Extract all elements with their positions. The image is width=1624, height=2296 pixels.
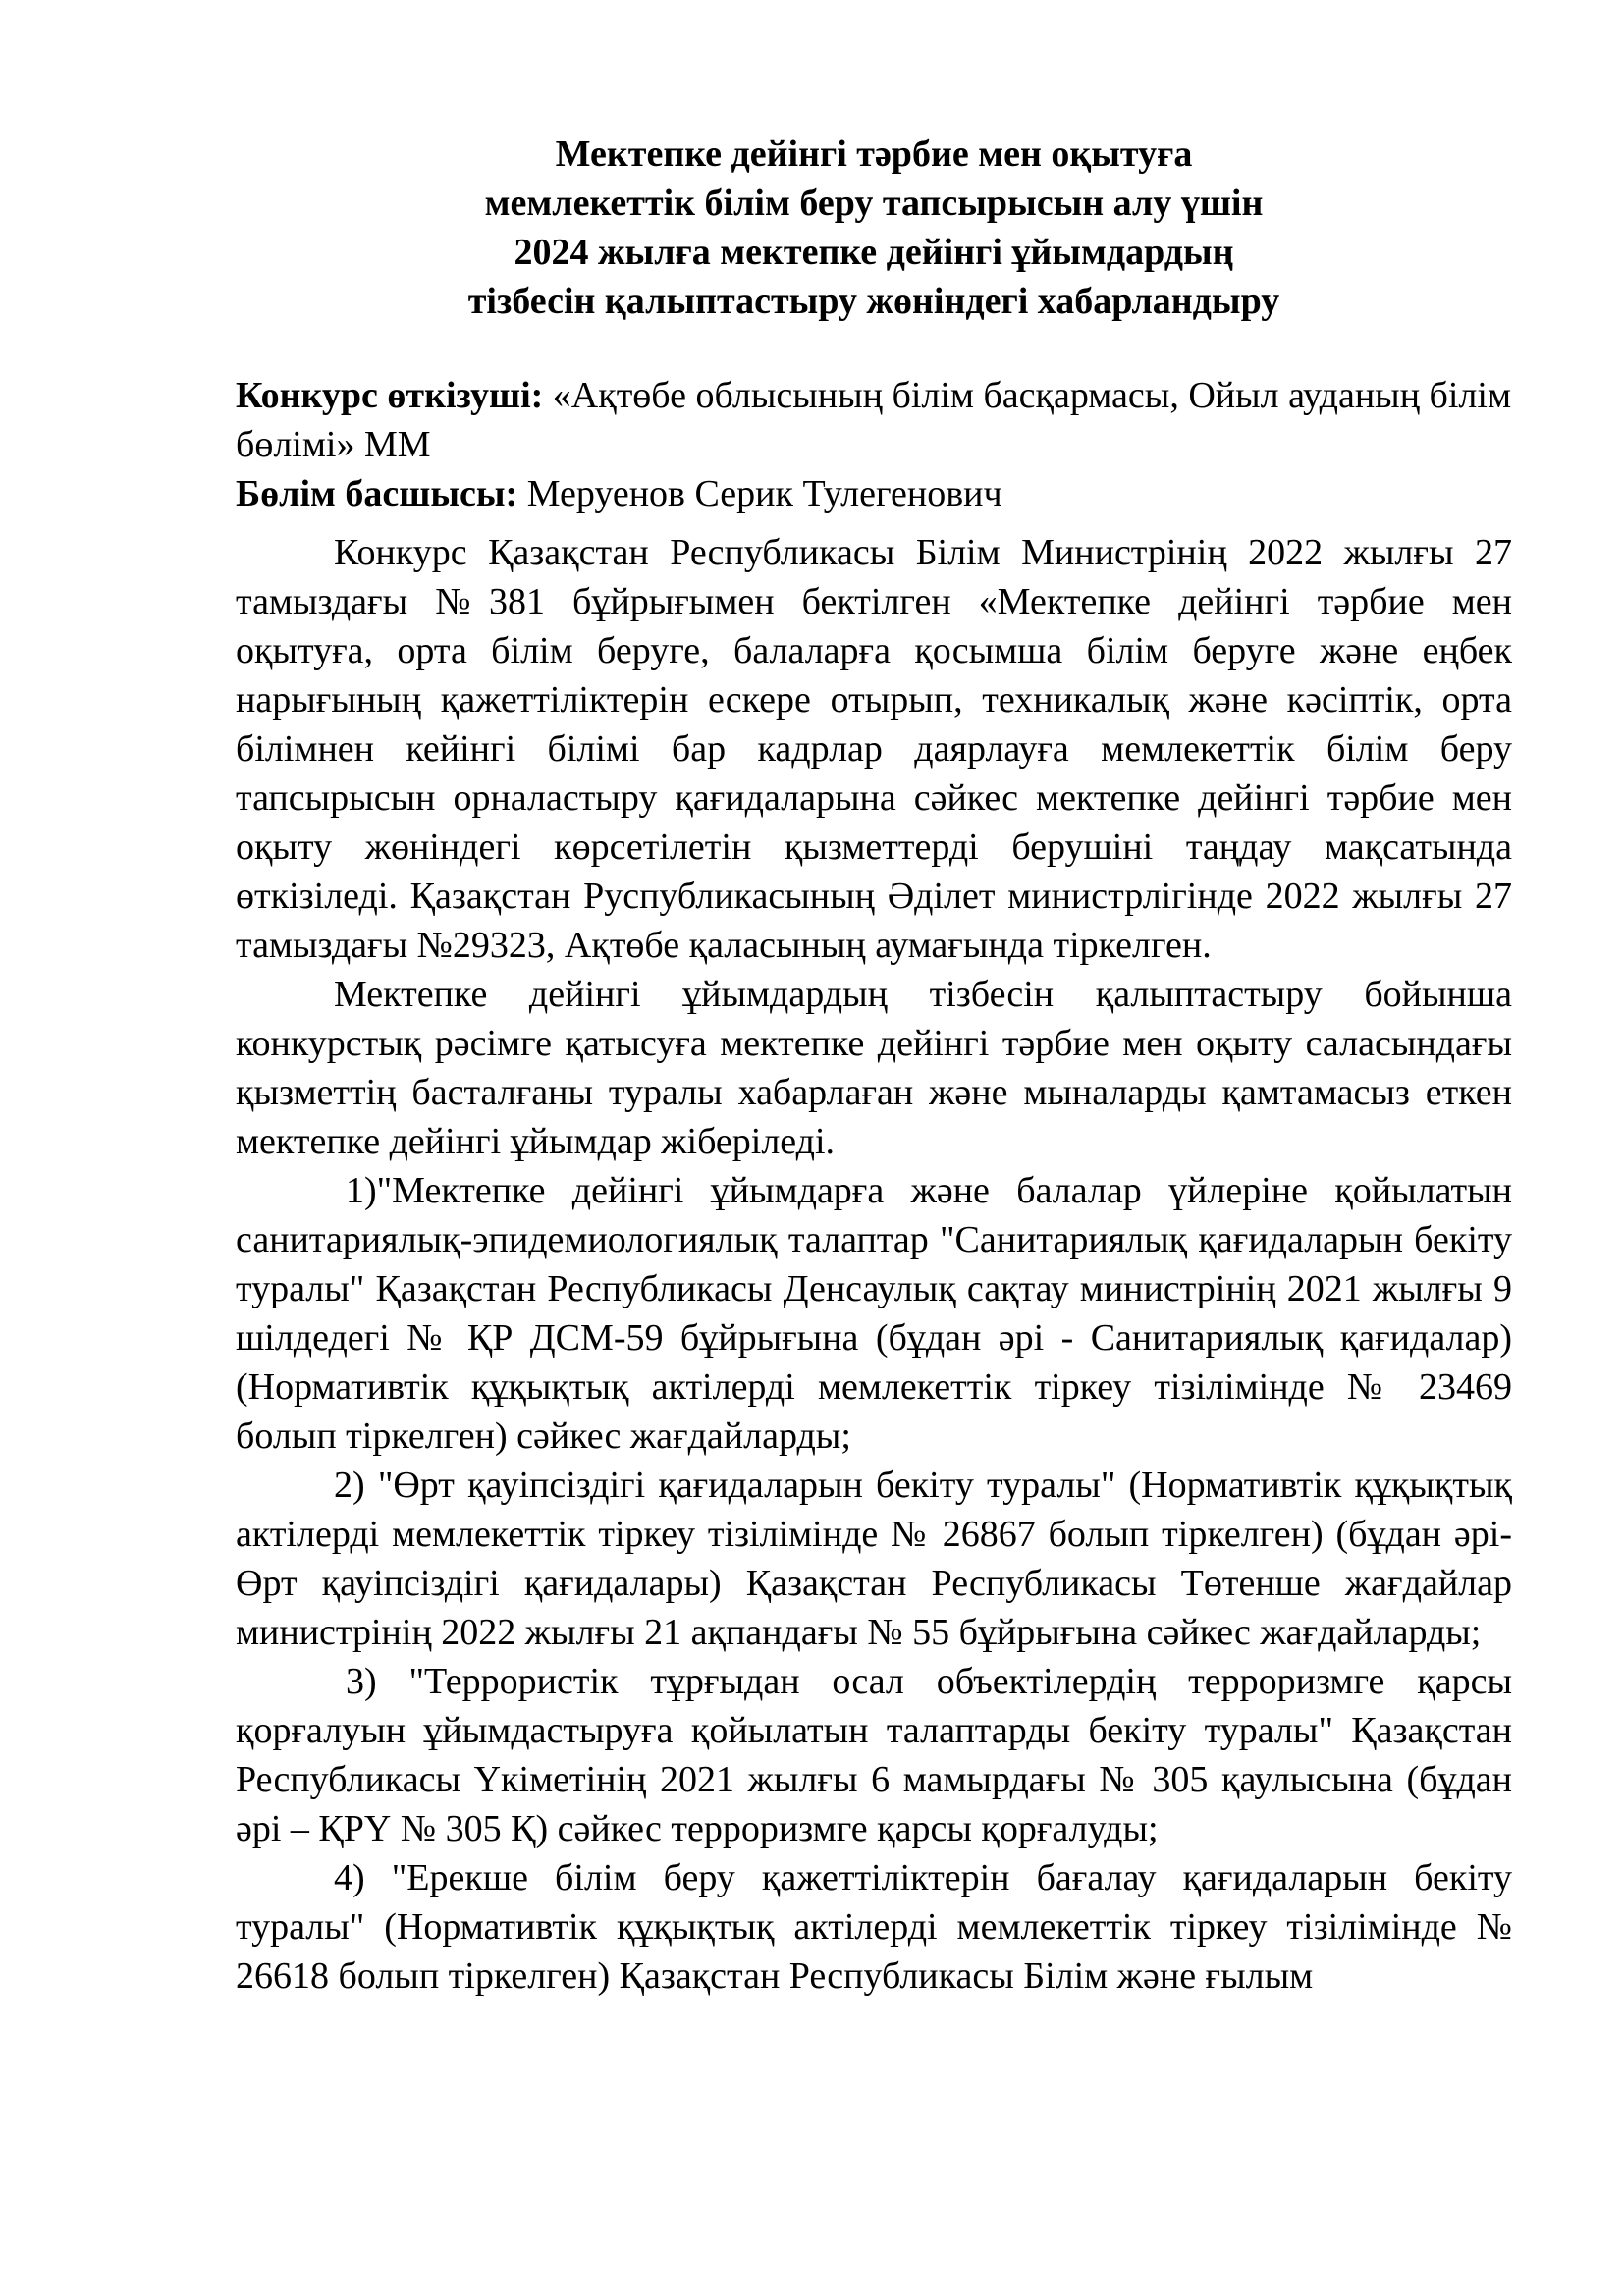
body-paragraph: 4) "Ерекше білім беру қажеттіліктерін бағалау қағидаларын бекіту туралы" (Нормативтік құқықтық актілерді мемлекеттік тіркеу тізілімінде № 26618 болып тіркелген) Қазақстан Республикасы Білім және ғылым <box>236 1857 1512 1997</box>
title-line: тізбесін қалыптастыру жөніндегі хабарландыру <box>467 281 1280 322</box>
document-body <box>236 528 1512 2001</box>
body-paragraph: Конкурс Қазақстан Республикасы Білім Министрінің 2022 жылғы 27 тамыздағы №381 бұйрығымен бектілген «Мектепке дейінгі тәрбие мен оқытуға, орта білім беруге, балаларға қосымша білім беруге және еңбек нарығының қажеттіліктерін ескере отырып, техникалық және кәсіптік, орта білімнен кейінгі білімі бар кадрлар даярлауға мемлекеттік білім беру тапсырысын орналастыру қағидаларына сәйкес мектепке дейінгі тәрбие мен оқыту жөніндегі көрсетілетін қызметтерді берушіні таңдау мақсатында өткізіледі. Қазақстан Руспубликасының Әділет министрлігінде 2022 жылғы 27 тамыздағы №29323, Ақтөбе қаласының аумағында тіркелген. <box>236 532 1512 966</box>
organizer-label: Конкурс өткізуші: <box>236 375 544 416</box>
body-paragraph: 1)"Мектепке дейінгі ұйымдарға және балалар үйлеріне қойылатын санитариялық-эпидемиологиялық талаптар "Санитариялық қағидаларын бекіту туралы" Қазақстан Республикасы Денсаулық сақтау министрінің 2021 жылғы 9 шілдедегі № ҚР ДСМ-59 бұйрығына (бұдан әрі - Санитариялық қағидалар) (Нормативтік құқықтық актілерді мемлекеттік тіркеу тізілімінде № 23469 болып тіркелген) сәйкес жағдайларды; <box>236 1170 1512 1457</box>
organizer-row <box>236 371 1512 469</box>
organizer-value: «Ақтөбе облысының білім басқармасы, Ойыл ауданың білім бөлімі» ММ <box>236 375 1511 465</box>
title-line: Мектепке дейінгі тәрбие мен оқытуға <box>555 133 1193 175</box>
document-title <box>236 130 1512 326</box>
document-content <box>236 130 1512 2001</box>
body-paragraph: Мектепке дейінгі ұйымдардың тізбесін қалыптастыру бойынша конкурстық рәсімге қатысуға мектепке дейінгі тәрбие мен оқыту саласындағы қызметтің басталғаны туралы хабарлаған және мыналарды қамтамасыз еткен мектепке дейінгі ұйымдар жіберіледі. <box>236 974 1512 1162</box>
head-row <box>236 469 1512 518</box>
document-meta <box>236 371 1512 518</box>
head-value: Меруенов Серик Тулегенович <box>517 473 1002 514</box>
title-line: мемлекеттік білім беру тапсырысын алу үшін <box>484 183 1264 224</box>
body-paragraph: 2) "Өрт қауіпсіздігі қағидаларын бекіту туралы" (Нормативтік құқықтық актілерді мемлекеттік тіркеу тізілімінде № 26867 болып тіркелген) (бұдан әрі-Өрт қауіпсіздігі қағидалары) Қазақстан Республикасы Төтенше жағдайлар министрінің 2022 жылғы 21 ақпандағы № 55 бұйрығына сәйкес жағдайларды; <box>236 1465 1512 1653</box>
body-paragraph: 3) "Террористік тұрғыдан осал объектілердің терроризмге қарсы қорғалуын ұйымдастыруға қойылатын талаптарды бекіту туралы" Қазақстан Республикасы Үкіметінің 2021 жылғы 6 мамырдағы № 305 қаулысына (бұдан әрі – ҚРҮ № 305 Қ) сәйкес терроризмге қарсы қорғалуды; <box>236 1661 1512 1849</box>
title-line: 2024 жылға мектепке дейінгі ұйымдардың <box>514 232 1234 273</box>
head-label: Бөлім басшысы: <box>236 473 518 514</box>
